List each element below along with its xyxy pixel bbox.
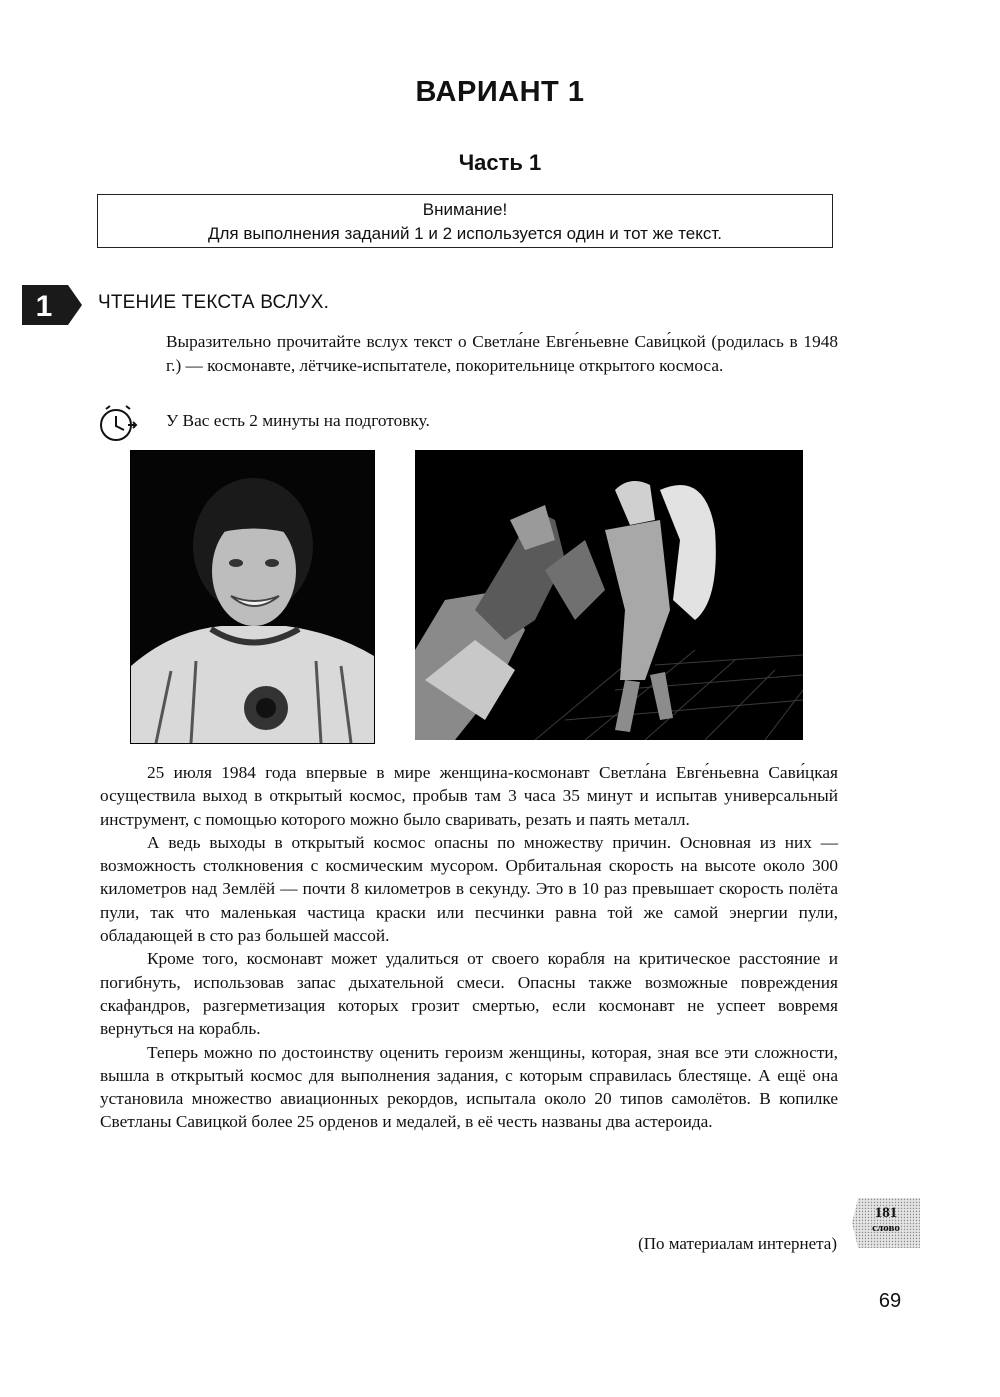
task-number-badge	[22, 285, 82, 325]
article-paragraph: Теперь можно по достоинству оценить героизм женщины, которая, зная все эти сложности, вышла в открытый космос для выполнения задания, с которым справилась блестяще. А ещё она установила множество авиационных рекордов, испытала около 20 типов самолётов. В копилке Светланы Савицкой более 25 орденов и медалей, в её честь названы два астероида.	[100, 1042, 838, 1132]
article-paragraph: 25 июля 1984 года впервые в мире женщина-космонавт Светла́на Евге́ньевна Сави́цкая осуществила выход в открытый космос, пробыв там 3 часа 35 минут и испытав универсальный инструмент, с помощью которого можно было сваривать, резать и паять металл.	[100, 763, 838, 829]
part-title: Часть 1	[458, 150, 542, 175]
article-paragraph: А ведь выходы в открытый космос опасны по множеству причин. Основная из них — возможность столкновения с космическим мусором. Орбитальная скорость на высоте около 300 километров над Землёй — почти 8 километров в секунду. Это в 10 раз превышает скорость полёта пули, так что маленькая частица краски или песчинки равна той же самой энергии пули, обладающей в сто раз большей массой.	[100, 832, 838, 946]
word-count-unit: слово	[872, 1222, 900, 1234]
portrait-photo	[130, 450, 375, 744]
word-count-number: 181	[874, 1205, 898, 1221]
attention-notice-box	[97, 194, 833, 248]
source-attribution: (По материалам интернета)	[638, 1234, 837, 1253]
notice-heading: Внимание!	[422, 200, 508, 219]
task-instruction: Выразительно прочитайте вслух текст о Светла́не Евге́ньевне Сави́цкой (родилась в 1948 г.) — космонавте, лётчике-испытателе, покорительнице открытого космоса.	[166, 332, 838, 375]
page-number: 69	[878, 1290, 902, 1312]
article-text	[100, 761, 838, 1134]
task-number: 1	[35, 290, 53, 323]
article-paragraph: Кроме того, космонавт может удалиться от своего корабля на критическое расстояние и погибнуть, использовав запас дыхательной смеси. Опасны также возможные повреждения скафандров, разгерметизация которых грозит смертью, если космонавт не успеет вовремя вернуться на корабль.	[100, 949, 838, 1039]
task-title: ЧТЕНИЕ ТЕКСТА ВСЛУХ.	[98, 292, 330, 313]
preparation-time-text: У Вас есть 2 минуты на подготовку.	[166, 411, 430, 430]
notice-text: Для выполнения заданий 1 и 2 используется один и тот же текст.	[207, 224, 723, 243]
spacewalk-photo	[415, 450, 803, 740]
clock-icon	[98, 403, 138, 443]
variant-title: ВАРИАНТ 1	[415, 76, 585, 108]
